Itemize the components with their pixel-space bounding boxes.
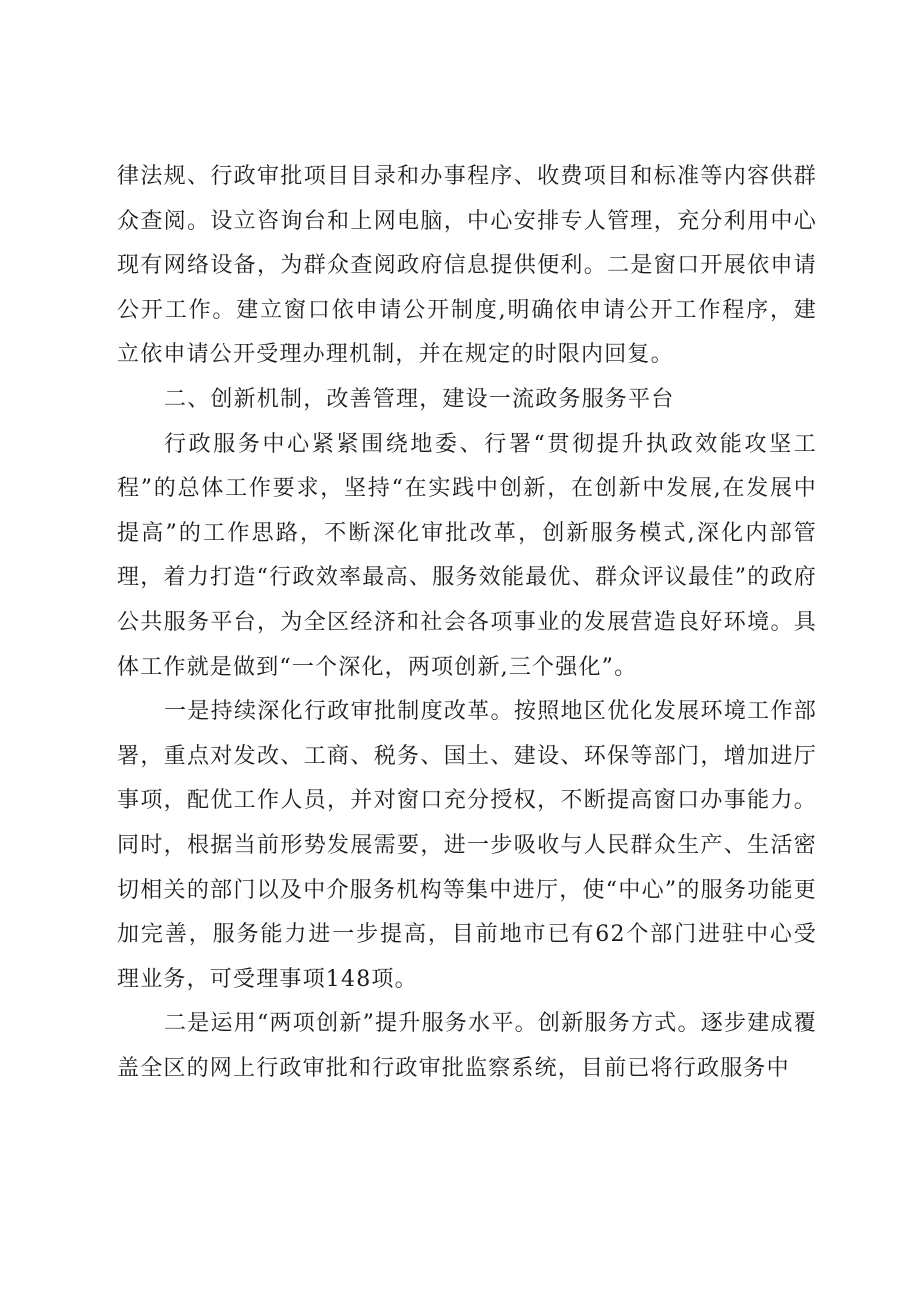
document-body — [117, 155, 817, 1091]
paragraph-continuation: 律法规、行政审批项目目录和办事程序、收费项目和标准等内容供群众查阅。设立咨询台和上网电脑，中心安排专人管理，充分利用中心现有网络设备，为群众查阅政府信息提供便利。二是窗口开展依申请公开工作。建立窗口依申请公开制度,明确依申请公开工作程序，建立依申请公开受理办理机制，并在规定的时限内回复。 — [117, 164, 817, 368]
section-heading: 二、创新机制，改善管理，建设一流政务服务平台 — [164, 386, 675, 412]
paragraph-innovation: 二是运用“两项创新”提升服务水平。创新服务方式。逐步建成覆盖全区的网上行政审批和行政审批监察系统，目前已将行政服务中 — [117, 1011, 817, 1081]
paragraph-reform: 一是持续深化行政审批制度改革。按照地区优化发展环境工作部署，重点对发改、工商、税务、国土、建设、环保等部门，增加进厅事项，配优工作人员，并对窗口充分授权，不断提高窗口办事能力。同时，根据当前形势发展需要，进一步吸收与人民群众生产、生活密切相关的部门以及中介服务机构等集中进厅，使“中心”的服务功能更加完善，服务能力进一步提高，目前地市已有62个部门进驻中心受理业务，可受理事项148项。 — [117, 699, 817, 992]
paragraph-overview: 行政服务中心紧紧围绕地委、行署“贯彻提升执政效能攻坚工程”的总体工作要求，坚持“在实践中创新，在创新中发展,在发展中提高”的工作思路，不断深化审批改革，创新服务模式,深化内部管理，着力打造“行政效率最高、服务效能最优、群众评议最佳”的政府公共服务平台，为全区经济和社会各项事业的发展营造良好环境。具体工作就是做到“一个深化，两项创新,三个强化”。 — [117, 431, 817, 680]
